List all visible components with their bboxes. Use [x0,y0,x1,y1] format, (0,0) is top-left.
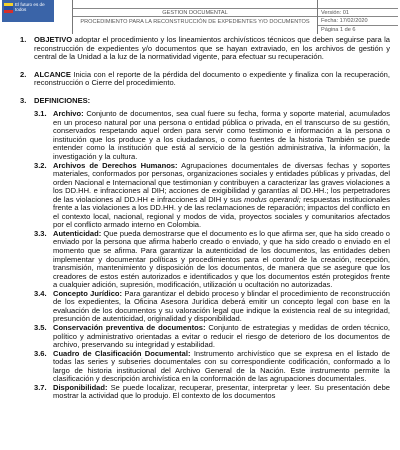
section-text: adoptar el procedimiento y los lineamientos archivísticos técnicos que deben seguirse para la reconstrucción de expedientes y/o documentos que se hayan extraviado, en los archivos de gestión y central de la Unidad a la luz de la normatividad vigente, para efectuar su recuperación. [34,35,390,62]
definition-number: 3.1. [34,109,47,119]
definition-body [53,230,390,290]
document-body [20,36,390,401]
definition-term: Concepto Jurídico: [53,288,123,298]
definitions-list [34,110,390,401]
section-title: OBJETIVO [34,35,73,44]
section-body [34,97,390,106]
institution-logo [2,0,72,34]
page-cell: Página 1 de 6 [321,26,356,33]
header-procedure-cell: PROCEDIMIENTO PARA LA RECONSTRUCCIÓN DE EXPEDIENTES Y/O DOCUMENTOS [80,19,310,25]
section-alcance [20,71,390,88]
definition-text: Se puede localizar, recuperar, presentar, interpretar y leer. Su presentación debe mostrar la actividad que lo produjo. El contexto de los documentos [53,382,390,401]
header-meta [318,0,398,34]
definition-text: Conjunto de estrategias y medidas de orden técnico, político y administrativo orientadas a evitar o reducir el riesgo de deterioro de los documentos de archivo, preservando su integridad y estabilidad. [53,322,391,350]
definition-number: 3.3. [34,228,47,238]
definition-term: Disponibilidad: [53,382,108,392]
definition-number: 3.5. [34,322,47,332]
definition-term: Conservación preventiva de documentos: [53,322,206,332]
definition-item [34,110,390,161]
header-center [72,0,318,34]
definition-body [53,384,390,401]
definition-term: Autenticidad: [53,228,102,238]
definition-item [34,162,390,230]
definition-item [34,230,390,290]
section-body [34,71,390,88]
definition-term: Archivos de Derechos Humanos: [53,160,178,170]
header-blank-cell [73,0,317,9]
definition-body [53,290,390,324]
definition-item [34,384,390,401]
section-number: 2. [20,69,27,79]
section-objetivo [20,36,390,62]
definition-item [34,324,390,350]
definition-text: respuestas institucionales frente a las violaciones a los DD.HH. y de las reclamaciones de reparación; impactos del conflicto en el contexto local, nacional, regional y modos de vida, proyectos sociales y comunitarios afectados por el conflicto armado interno en Colombia. [53,194,390,230]
header-title-cell: GESTION DOCUMENTAL [73,9,317,18]
date-cell: Fecha: 17/02/2020 [318,17,398,26]
section-number: 3. [20,95,27,105]
definition-term: Cuadro de Clasificación Documental: [53,348,191,358]
definition-text: Para garantizar el debido proceso y blindar el procedimiento de reconstrucción de los expedientes, la Oficina Asesora Jurídica deberá emitir un concepto legal con base en la evaluación de los documentos y su valoración legal que indique la existencia real de su integridad, presunción de autenticidad, originalidad y disponibilidad. [53,288,390,324]
logo-text: El futuro es de todos [15,2,45,12]
colombia-flag-icon [4,3,13,13]
definition-text: Agrupaciones documentales de diversas fechas y soportes materiales, conformados por personas, organizaciones sociales y entidades públicas y privadas, del orden Nacional e Internacional que testimonian y contribuyen a caracterizar las graves violaciones a los DD.HH. e infracciones al DIH; acciones de exigibilidad y garantías al DD.HH.; los perpetradores de las violaciones al DD.HH e infracciones al DIH y sus [53,160,391,204]
section-text: Inicia con el reporte de la pérdida del documento o expediente y finaliza con la recuperación, reconstrucción o Cierre del procedimiento. [34,69,390,88]
definition-number: 3.4. [34,288,47,298]
section-definiciones [20,97,390,106]
definition-body [53,350,390,384]
section-body [34,36,390,62]
section-title: DEFINICIONES: [34,95,91,105]
section-title: ALCANCE [34,69,71,79]
definition-body [53,110,390,161]
definition-item [34,290,390,324]
definition-italic-text: modus operandi; [244,194,301,204]
definition-text: Instrumento archivístico que se expresa en el listado de todas las series y subseries documentales con su correspondiente codificación, conformado a lo largo de historia institucional del Archivo General de la Nación. Este instrumento permite la clasificación y descripción archivística en la conformación de las agrupaciones documentales. [53,348,390,384]
definition-text: Conjunto de documentos, sea cual fuere su fecha, forma y soporte material, acumulados en un proceso natural por una persona o entidad pública o privada, en el transcurso de su gestión, conservados respetando aquel orden para servir como testimonio e información a la persona o institución que los produce y a los ciudadanos, o como fuentes de la historia También se puede entender como la institución que está al servicio de la gestión administrativa, la información, la investigación y la cultura. [53,109,390,162]
header-blank-cell [318,0,398,9]
definition-term: Archivo: [53,109,84,119]
definition-number: 3.7. [34,382,47,392]
version-cell: Versión: 01 [318,9,398,18]
definition-number: 3.2. [34,160,47,170]
definition-body [53,162,390,230]
definition-item [34,350,390,384]
definition-number: 3.6. [34,348,47,358]
document-header [2,0,398,34]
section-number: 1. [20,35,27,44]
definition-body [53,324,390,350]
definition-text: Que pueda demostrarse que el documento es lo que afirma ser, que ha sido creado o enviado por la persona que afirma haberlo creado o enviado, y que ha sido creado o enviado en el momento que se afirma. Para garantizar la autenticidad de los documentos, las entidades deben implementar y documentar políticas y procedimientos para el control de la creación, recepción, transmisión, mantenimiento y disposición de los documentos, de manera que se asegure que los creadores de estos estén autorizados e identificados y que los documentos estén protegidos frente a cualquier adición, supresión, modificación, utilización u ocultación no autorizadas. [53,228,390,290]
